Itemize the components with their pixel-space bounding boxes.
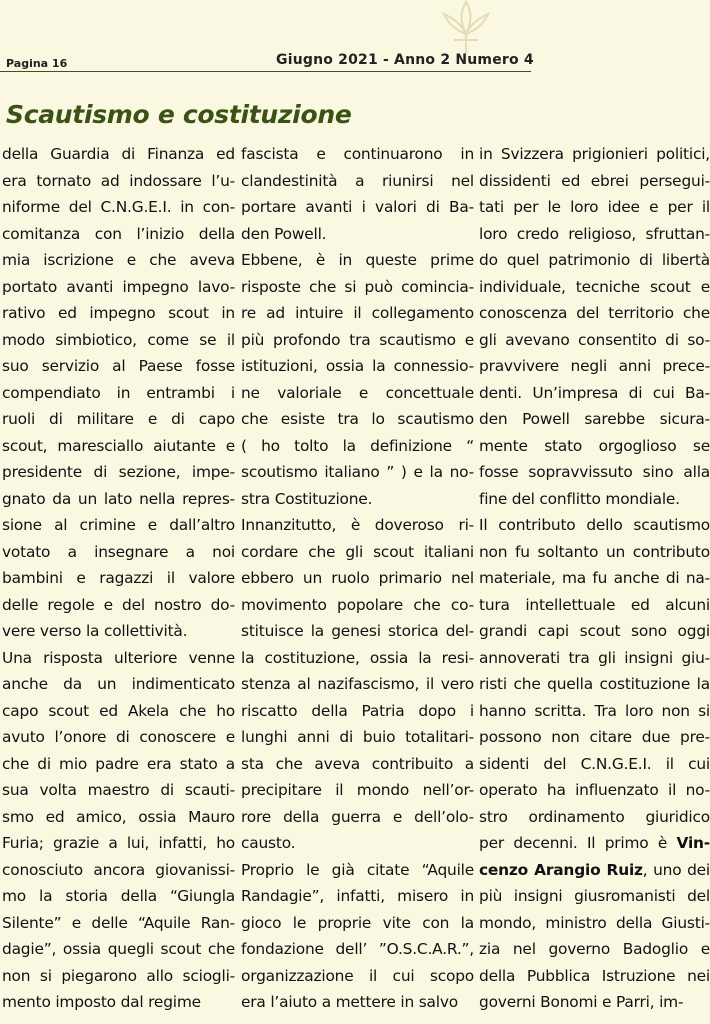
text-line: risposte che si può comincia- — [241, 277, 474, 296]
text-line: hanno scritta. Tra loro non si — [479, 701, 710, 720]
text-line: stro ordinamento giuridico — [479, 807, 710, 826]
text-line: sione al crimine e dall’altro — [2, 516, 235, 534]
text-line: cenzo Arangio Ruiz, uno dei — [479, 860, 710, 879]
text-line: fondazione dell’ ”O.S.C.A.R.”, — [241, 940, 474, 958]
text-line: cordare che gli scout italiani — [241, 542, 474, 561]
text-line: operato ha influenzato il no- — [479, 781, 710, 799]
text-line: stra Costituzione. — [241, 489, 373, 508]
text-line: mo la storia della “Giungla — [2, 887, 235, 905]
text-line: fine del conflitto mondiale. — [479, 489, 680, 508]
text-line: mondo, ministro della Giusti- — [479, 913, 710, 932]
article-column-2 — [241, 141, 474, 1016]
page-header — [0, 0, 710, 80]
text-line: Proprio le già citate “Aquile — [241, 860, 474, 879]
text-line: mente stato orgoglioso se — [479, 436, 710, 455]
text-line: la costituzione, ossia la resi- — [241, 648, 474, 667]
text-line: gioco le proprie vite con la — [241, 913, 474, 932]
text-line: den Powell. — [241, 224, 327, 243]
text-line: Una risposta ulteriore venne — [2, 648, 235, 667]
text-line: sta che aveva contribuito a — [241, 754, 474, 773]
text-line: modo simbiotico, come se il — [2, 330, 235, 349]
text-line: clandestinità a riunirsi nel — [241, 171, 474, 190]
text-line: smo ed amico, ossia Mauro — [2, 807, 235, 826]
text-line: mento imposto dal regime — [2, 993, 201, 1011]
text-line: della Pubblica Istruzione nei — [479, 966, 710, 985]
text-line: governi Bonomi e Parri, im- — [479, 993, 684, 1011]
text-line: pravvivere negli anni prece- — [479, 357, 710, 375]
text-line: possono non citare due pre- — [479, 728, 710, 746]
text-line: precipitare il mondo nell’or- — [241, 781, 474, 799]
text-line: annoverati tra gli insigni giu- — [479, 648, 710, 667]
text-line: dissidenti ed ebrei persegui- — [479, 171, 710, 190]
text-line: stenza al nazifascismo, il vero — [241, 675, 474, 693]
text-line: gnato da un lato nella repres- — [2, 489, 235, 508]
text-line: conoscenza del territorio che — [479, 304, 710, 322]
text-line: avuto l’onore di conoscere e — [2, 728, 235, 746]
text-line: più insigni giusromanisti del — [479, 887, 710, 905]
text-line: causto. — [241, 834, 296, 852]
text-line: Randagie”, infatti, misero in — [241, 887, 474, 905]
text-line: ruoli di militare e di capo — [2, 410, 235, 428]
text-line: bambini e ragazzi il valore — [2, 569, 235, 587]
text-line: vere verso la collettività. — [2, 622, 188, 640]
text-line: den Powell sarebbe sicura- — [479, 410, 710, 428]
text-line: sidenti del C.N.G.E.I. il cui — [479, 754, 710, 773]
text-line: portare avanti i valori di Ba- — [241, 198, 474, 216]
text-line: tura intellettuale ed alcuni — [479, 595, 710, 614]
text-line: Silente” e delle “Aquile Ran- — [2, 913, 235, 932]
text-line: che esiste tra lo scautismo — [241, 410, 474, 428]
text-line: era l’aiuto a mettere in salvo — [241, 993, 458, 1011]
scout-emblem-icon — [436, 0, 496, 56]
text-line: presidente di sezione, impe- — [2, 463, 235, 481]
text-line: scout, maresciallo aiutante e — [2, 436, 235, 455]
text-line: riscatto della Patria dopo i — [241, 701, 474, 720]
text-line: movimento popolare che co- — [241, 595, 474, 614]
text-line: lunghi anni di buio totalitari- — [241, 728, 474, 746]
header-divider — [0, 71, 531, 72]
text-line: capo scout ed Akela che ho — [2, 701, 235, 720]
article-column-1 — [2, 141, 235, 1016]
text-line: più profondo tra scautismo e — [241, 330, 474, 349]
text-line: dagie”, ossia quegli scout che — [2, 940, 235, 958]
text-line: rativo ed impegno scout in — [2, 304, 235, 322]
text-line: do quel patrimonio di libertà — [479, 251, 710, 269]
text-line: non fu soltanto un contributo — [479, 542, 710, 561]
text-line: fosse sopravvissuto sino alla — [479, 463, 710, 481]
text-line: Ebbene, è in queste prime — [241, 251, 474, 269]
text-line: grandi capi scout sono oggi — [479, 622, 710, 640]
text-line: risti che quella costituzione la — [479, 675, 710, 693]
text-line: per decenni. Il primo è Vin- — [479, 834, 710, 852]
text-line: gli avevano consentito di so- — [479, 330, 710, 349]
text-line: della Guardia di Finanza ed — [2, 145, 235, 163]
text-line: ebbero un ruolo primario nel — [241, 569, 474, 587]
text-line: niforme del C.N.G.E.I. in con- — [2, 198, 235, 216]
text-line: tati per le loro idee e per il — [479, 198, 710, 216]
text-line: materiale, ma fu anche di na- — [479, 569, 710, 587]
text-line: Furia; grazie a lui, infatti, ho — [2, 834, 235, 852]
text-line: mia iscrizione e che aveva — [2, 251, 235, 269]
text-line: compendiato in entrambi i — [2, 383, 235, 402]
text-line: in Svizzera prigionieri politici, — [479, 145, 710, 163]
text-line: organizzazione il cui scopo — [241, 966, 474, 985]
article-title: Scautismo e costituzione — [6, 100, 352, 129]
text-line: zia nel governo Badoglio e — [479, 940, 710, 958]
text-line: Il contributo dello scautismo — [479, 516, 710, 534]
text-line: Innanzitutto, è doveroso ri- — [241, 516, 474, 534]
page-number: Pagina 16 — [6, 57, 68, 70]
text-line: ( ho tolto la definizione “ — [241, 436, 474, 455]
text-line: comitanza con l’inizio della — [2, 224, 235, 243]
text-line: loro credo religioso, sfruttan- — [479, 224, 710, 243]
text-line: che di mio padre era stato a — [2, 754, 235, 773]
text-line: suo servizio al Paese fosse — [2, 357, 235, 375]
text-line: fascista e continuarono in — [241, 145, 474, 163]
text-line: scoutismo italiano ” ) e la no- — [241, 463, 474, 481]
text-line: era tornato ad indossare l’u- — [2, 171, 235, 190]
text-line: re ad intuire il collegamento — [241, 304, 474, 322]
text-line: ne valoriale e concettuale — [241, 383, 474, 402]
text-line: delle regole e del nostro do- — [2, 595, 235, 614]
text-line: votato a insegnare a noi — [2, 542, 235, 561]
text-line: rore della guerra e dell’olo- — [241, 807, 474, 826]
issue-label: Giugno 2021 - Anno 2 Numero 4 — [276, 52, 534, 68]
text-line: anche da un indimenticato — [2, 675, 235, 693]
text-line: sua volta maestro di scauti- — [2, 781, 235, 799]
article-column-3 — [479, 141, 710, 1016]
text-line: istituzioni, ossia la connessio- — [241, 357, 474, 375]
text-line: individuale, tecniche scout e — [479, 277, 710, 296]
text-line: non si piegarono allo sciogli- — [2, 966, 235, 985]
text-line: portato avanti impegno lavo- — [2, 277, 235, 296]
text-line: stituisce la genesi storica del- — [241, 622, 474, 640]
text-line: conosciuto ancora giovanissi- — [2, 860, 235, 879]
text-line: denti. Un’impresa di cui Ba- — [479, 383, 710, 402]
